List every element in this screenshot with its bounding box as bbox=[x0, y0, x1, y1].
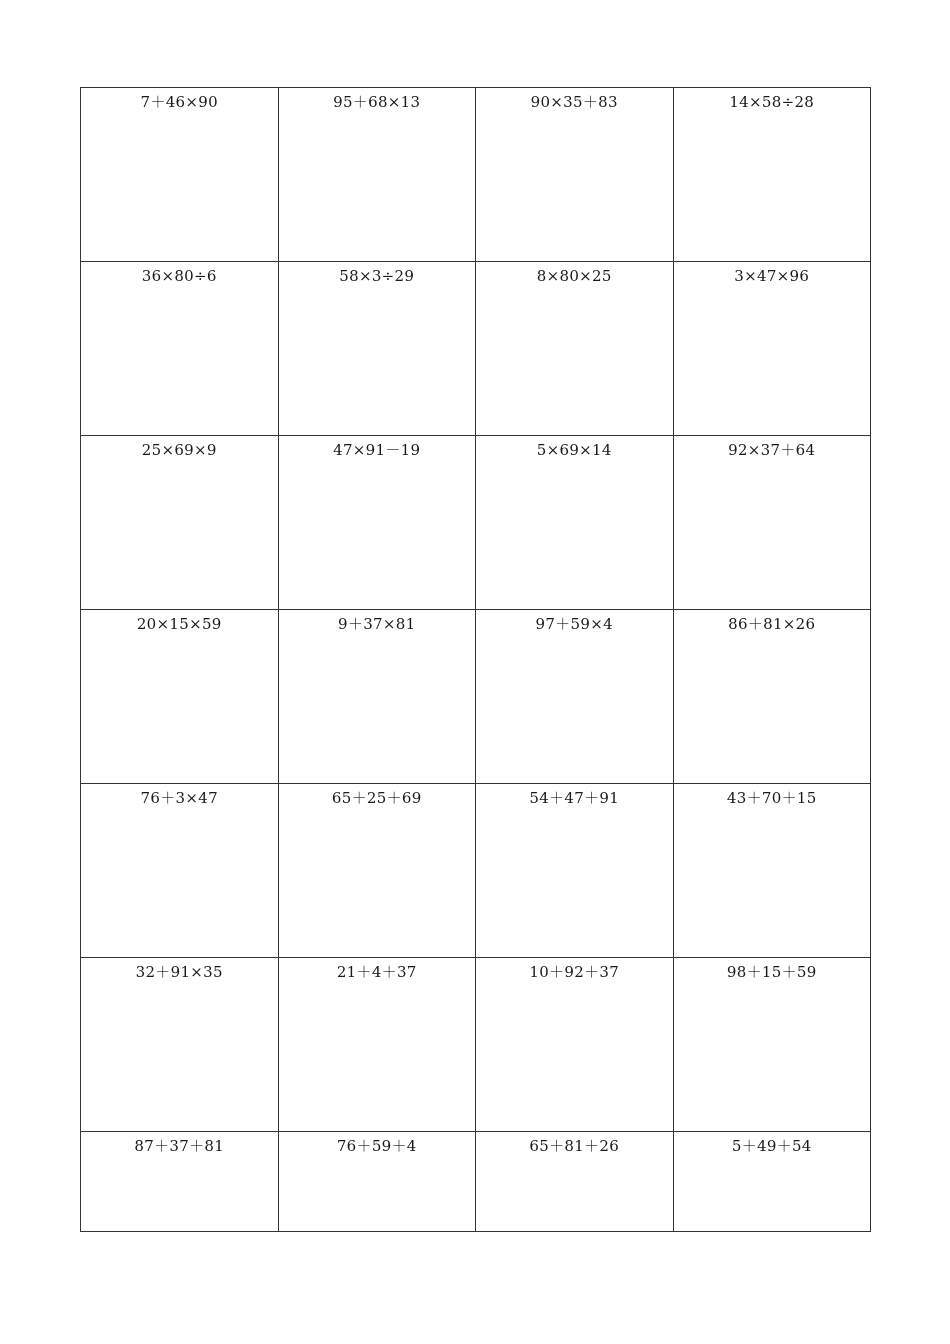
worksheet-row bbox=[81, 610, 871, 784]
problem-expression: 21＋4＋37 bbox=[336, 963, 417, 981]
problem-expression: 9＋37×81 bbox=[338, 615, 416, 633]
problem-expression: 47×91－19 bbox=[333, 441, 421, 459]
problem-expression: 98＋15＋59 bbox=[726, 963, 817, 981]
problem-cell bbox=[278, 262, 476, 436]
worksheet-row bbox=[81, 958, 871, 1132]
problem-expression: 86＋81×26 bbox=[728, 615, 816, 633]
problem-cell bbox=[673, 610, 871, 784]
problem-cell bbox=[278, 958, 476, 1132]
problem-expression: 32＋91×35 bbox=[135, 963, 223, 981]
problem-cell bbox=[81, 610, 279, 784]
worksheet-row bbox=[81, 784, 871, 958]
problem-cell bbox=[278, 436, 476, 610]
problem-expression: 97＋59×4 bbox=[535, 615, 613, 633]
problem-expression: 87＋37＋81 bbox=[134, 1137, 225, 1155]
problem-cell bbox=[278, 88, 476, 262]
problem-cell bbox=[476, 88, 674, 262]
problem-expression: 95＋68×13 bbox=[333, 93, 421, 111]
problem-cell bbox=[673, 958, 871, 1132]
problem-expression: 58×3÷29 bbox=[339, 267, 415, 285]
problem-expression: 3×47×96 bbox=[734, 267, 810, 285]
problem-expression: 14×58÷28 bbox=[729, 93, 815, 111]
problem-expression: 5×69×14 bbox=[536, 441, 612, 459]
problem-cell bbox=[673, 784, 871, 958]
problem-expression: 10＋92＋37 bbox=[529, 963, 620, 981]
problem-cell bbox=[673, 262, 871, 436]
worksheet-row bbox=[81, 88, 871, 262]
problem-expression: 76＋3×47 bbox=[140, 789, 218, 807]
problem-cell bbox=[278, 610, 476, 784]
problem-cell bbox=[278, 1132, 476, 1232]
problem-expression: 90×35＋83 bbox=[530, 93, 618, 111]
problem-expression: 65＋25＋69 bbox=[331, 789, 422, 807]
problem-expression: 92×37＋64 bbox=[728, 441, 816, 459]
problem-expression: 20×15×59 bbox=[136, 615, 222, 633]
problem-cell bbox=[81, 958, 279, 1132]
problem-expression: 25×69×9 bbox=[141, 441, 217, 459]
problem-expression: 43＋70＋15 bbox=[726, 789, 817, 807]
problem-cell bbox=[476, 1132, 674, 1232]
problem-cell bbox=[673, 88, 871, 262]
problem-cell bbox=[476, 610, 674, 784]
problem-cell bbox=[476, 262, 674, 436]
worksheet-row bbox=[81, 1132, 871, 1232]
problem-expression: 5＋49＋54 bbox=[731, 1137, 812, 1155]
problem-cell bbox=[81, 784, 279, 958]
problem-cell bbox=[476, 958, 674, 1132]
worksheet-row bbox=[81, 262, 871, 436]
problem-cell bbox=[81, 88, 279, 262]
problem-expression: 54＋47＋91 bbox=[529, 789, 620, 807]
arithmetic-worksheet-grid bbox=[80, 87, 871, 1232]
problem-expression: 76＋59＋4 bbox=[336, 1137, 417, 1155]
problem-expression: 8×80×25 bbox=[536, 267, 612, 285]
problem-expression: 7＋46×90 bbox=[140, 93, 218, 111]
problem-cell bbox=[476, 436, 674, 610]
problem-cell bbox=[81, 1132, 279, 1232]
problem-cell bbox=[81, 436, 279, 610]
problem-cell bbox=[673, 436, 871, 610]
problem-cell bbox=[81, 262, 279, 436]
problem-cell bbox=[476, 784, 674, 958]
problem-cell bbox=[673, 1132, 871, 1232]
problem-expression: 65＋81＋26 bbox=[529, 1137, 620, 1155]
problem-expression: 36×80÷6 bbox=[141, 267, 217, 285]
worksheet-row bbox=[81, 436, 871, 610]
problem-cell bbox=[278, 784, 476, 958]
